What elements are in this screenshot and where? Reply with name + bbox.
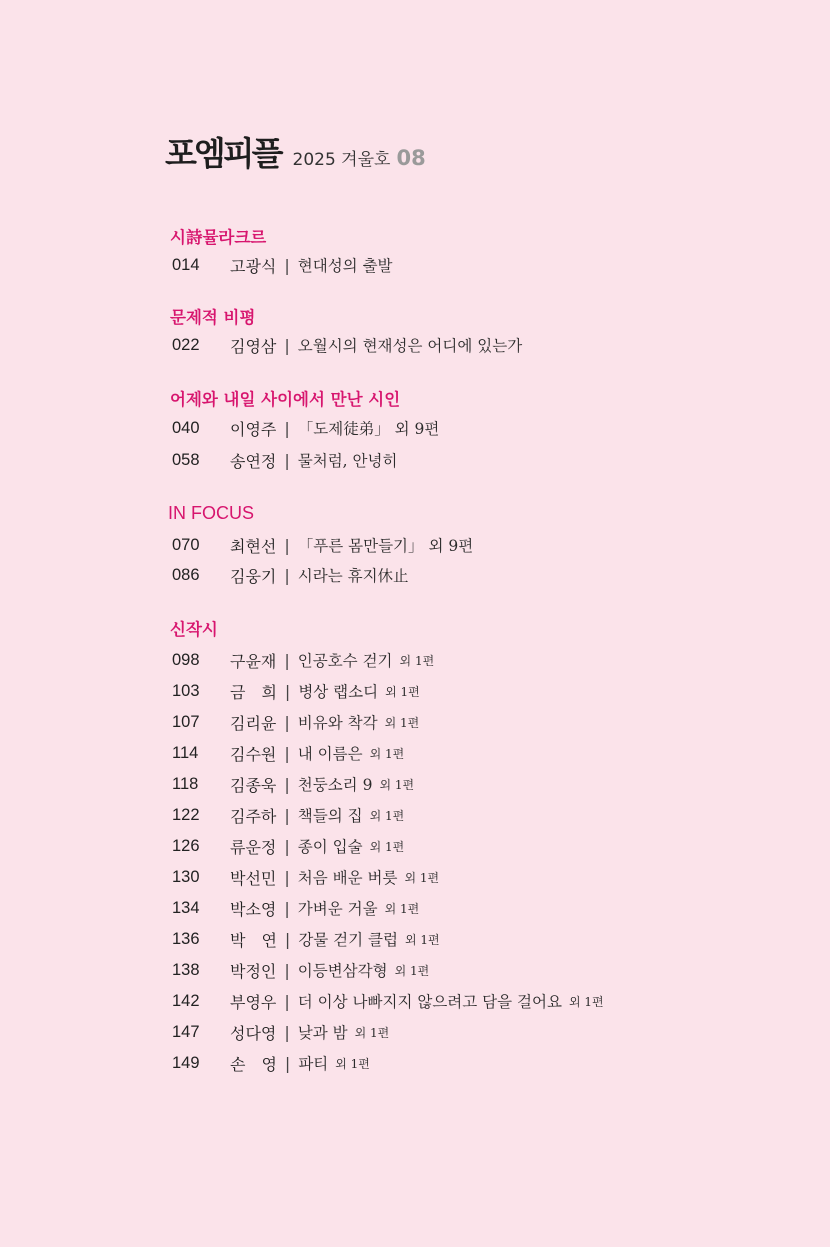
work-title: 낮과 밤 (297, 1024, 348, 1042)
page-number: 122 (172, 805, 200, 824)
work-title: 현대성의 출발 (297, 257, 393, 275)
toc-entry (172, 647, 434, 673)
author-name: 김영삼 (230, 336, 277, 356)
separator: | (284, 836, 290, 856)
work-count: 외 1편 (379, 777, 415, 792)
author-name: 김수원 (230, 744, 277, 764)
separator: | (284, 960, 290, 980)
toc-entry (172, 833, 404, 859)
work-title: 「도제徒弟」 외 9편 (297, 420, 440, 438)
author-name: 금 희 (230, 682, 277, 702)
author-name: 최현선 (230, 536, 277, 556)
toc-entry (172, 864, 439, 890)
work-count: 외 1편 (354, 1025, 390, 1040)
issue-label: 2025 겨울호 (292, 150, 391, 170)
section-title: 문제적 비평 (170, 308, 256, 327)
work-count: 외 1편 (369, 839, 405, 854)
separator: | (284, 418, 290, 438)
author-name: 송연정 (230, 451, 277, 471)
toc-entry (172, 678, 420, 704)
work-title: 물처럼, 안녕히 (297, 452, 398, 470)
page-number: 134 (172, 898, 200, 917)
work-title: 시라는 휴지休止 (297, 567, 409, 585)
page-number: 147 (172, 1022, 200, 1041)
work-title: 가벼운 거울 (297, 900, 378, 918)
page-number: 126 (172, 836, 200, 855)
section-title: 어제와 내일 사이에서 만난 시인 (170, 390, 401, 409)
work-count: 외 1편 (568, 994, 604, 1009)
toc-entry (172, 709, 419, 735)
toc-entry (172, 802, 404, 828)
author-name: 구윤재 (230, 651, 277, 671)
separator: | (284, 450, 290, 470)
separator: | (284, 991, 290, 1011)
separator: | (284, 743, 290, 763)
separator: | (284, 898, 290, 918)
section-title: 신작시 (170, 620, 218, 639)
work-title: 처음 배운 버릇 (297, 869, 398, 887)
author-name: 박정인 (230, 961, 277, 981)
toc-entry (172, 1019, 389, 1045)
author-name: 부영우 (230, 992, 277, 1012)
toc-entry (172, 447, 397, 473)
page-number: 103 (172, 681, 200, 700)
toc-entry (172, 957, 429, 983)
masthead (165, 128, 426, 175)
author-name: 김리윤 (230, 713, 277, 733)
author-name: 성다영 (230, 1023, 277, 1043)
work-count: 외 1편 (394, 963, 430, 978)
separator: | (284, 1022, 290, 1042)
author-name: 김종욱 (230, 775, 277, 795)
separator: | (284, 867, 290, 887)
page-number: 149 (172, 1053, 200, 1072)
page-number: 138 (172, 960, 200, 979)
page-number: 114 (172, 743, 199, 762)
work-count: 외 1편 (369, 808, 405, 823)
page-number: 086 (172, 565, 200, 584)
work-count: 외 1편 (384, 901, 420, 916)
toc-entry (172, 1050, 370, 1076)
work-title: 내 이름은 (297, 745, 363, 763)
work-count: 외 1편 (335, 1056, 370, 1071)
page-number: 142 (172, 991, 200, 1010)
separator: | (284, 712, 290, 732)
separator: | (284, 650, 290, 670)
work-count: 외 1편 (405, 932, 440, 947)
page-number: 022 (172, 335, 200, 354)
toc-entry (172, 740, 404, 766)
work-title: 비유와 착각 (297, 714, 378, 732)
page-number: 058 (172, 450, 200, 469)
work-title: 파티 (298, 1055, 329, 1073)
work-title: 오월시의 현재성은 어디에 있는가 (297, 337, 523, 355)
work-title: 책들의 집 (297, 807, 363, 825)
author-name: 박 연 (230, 930, 277, 950)
issue-number: 08 (396, 146, 426, 170)
page-number: 014 (172, 255, 200, 274)
separator: | (284, 681, 291, 701)
toc-entry (172, 562, 409, 588)
work-count: 외 1편 (404, 870, 440, 885)
author-name: 김주하 (230, 806, 277, 826)
separator: | (284, 1053, 291, 1073)
toc-entry (172, 771, 414, 797)
toc-entry (172, 532, 473, 558)
separator: | (284, 805, 290, 825)
work-title: 강물 걷기 클럽 (298, 931, 399, 949)
author-name: 박선민 (230, 868, 277, 888)
page-number: 136 (172, 929, 200, 948)
page-number: 070 (172, 535, 200, 554)
work-title: 인공호수 걷기 (297, 652, 393, 670)
section-title: 시詩뮬라크르 (170, 228, 267, 247)
work-title: 천둥소리 9 (297, 776, 373, 794)
work-count: 외 1편 (399, 653, 435, 668)
separator: | (284, 929, 291, 949)
toc-entry (172, 252, 393, 278)
page-number: 130 (172, 867, 200, 886)
toc-entry (172, 988, 604, 1014)
author-name: 손 영 (230, 1054, 277, 1074)
work-title: 「푸른 몸만들기」 외 9편 (297, 537, 474, 555)
work-title: 종이 입술 (297, 838, 363, 856)
magazine-logo: 포엠피플 (165, 134, 281, 173)
work-title: 이등변삼각형 (297, 962, 388, 980)
work-title: 병상 랩소디 (298, 683, 379, 701)
author-name: 김웅기 (230, 566, 277, 586)
author-name: 류운정 (230, 837, 277, 857)
toc-entry (172, 415, 439, 441)
work-title: 더 이상 나빠지지 않으려고 담을 걸어요 (297, 993, 562, 1011)
separator: | (284, 535, 290, 555)
toc-entry (172, 895, 419, 921)
page-number: 118 (172, 774, 199, 793)
author-name: 박소영 (230, 899, 277, 919)
author-name: 이영주 (230, 419, 277, 439)
work-count: 외 1편 (384, 715, 420, 730)
author-name: 고광식 (230, 256, 277, 276)
section-title: IN FOCUS (168, 503, 255, 523)
work-count: 외 1편 (369, 746, 405, 761)
separator: | (284, 774, 290, 794)
work-count: 외 1편 (385, 684, 420, 699)
separator: | (284, 255, 290, 275)
page-number: 098 (172, 650, 200, 669)
page-number: 107 (172, 712, 200, 731)
page-number: 040 (172, 418, 200, 437)
separator: | (284, 565, 290, 585)
separator: | (284, 335, 290, 355)
toc-entry (172, 926, 440, 952)
toc-entry (172, 332, 522, 358)
